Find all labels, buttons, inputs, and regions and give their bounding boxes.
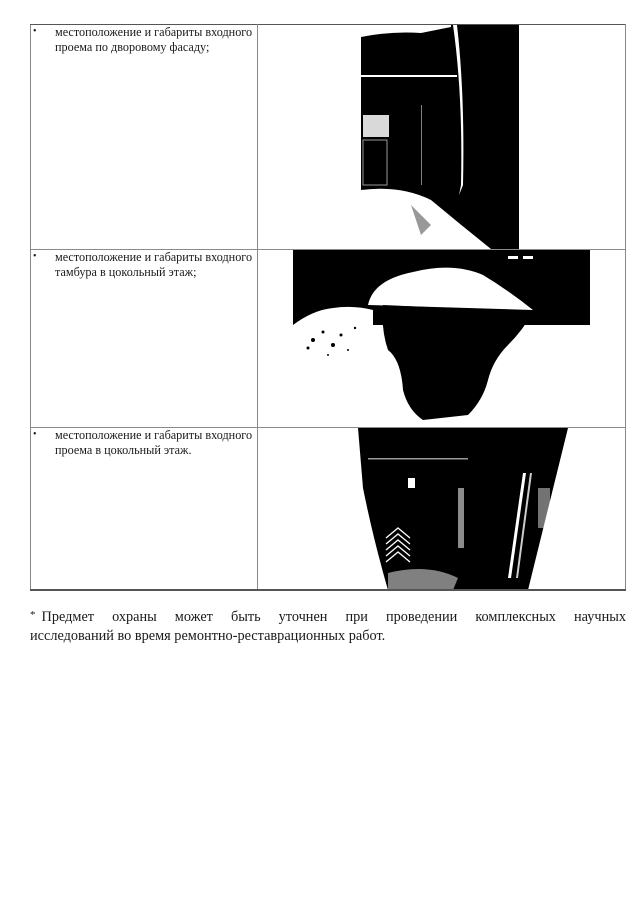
bullet-icon: • bbox=[33, 26, 37, 37]
photo-image bbox=[361, 25, 521, 249]
item-description: местоположение и габариты входного проема по дворовому фасаду; bbox=[55, 25, 253, 54]
table-row bbox=[31, 428, 626, 590]
item-description: местоположение и габариты входного проема в цокольный этаж. bbox=[55, 428, 253, 457]
footnote-text-2: исследований во время ремонтно-реставрационных работ. bbox=[30, 628, 386, 644]
photo-cell bbox=[258, 428, 626, 590]
footnote-marker: * bbox=[30, 609, 36, 621]
photo-cell bbox=[258, 250, 626, 428]
table-row bbox=[31, 25, 626, 250]
footnote-text-1: Предмет охраны может быть уточнен при проведении комплексных научных bbox=[41, 609, 626, 625]
footnote-line-1 bbox=[30, 606, 626, 627]
list-item bbox=[31, 250, 257, 279]
protection-subject-table bbox=[30, 24, 626, 591]
photo-entrance-opening-basement bbox=[358, 428, 573, 590]
photo-image bbox=[358, 428, 573, 590]
list-item bbox=[31, 428, 257, 457]
bullet-icon: • bbox=[33, 429, 37, 440]
description-cell bbox=[31, 25, 258, 250]
list-item bbox=[31, 25, 257, 54]
footnote bbox=[30, 606, 626, 646]
photo-cell bbox=[258, 25, 626, 250]
photo-image bbox=[293, 250, 590, 427]
photo-entrance-vestibule-basement bbox=[293, 250, 590, 427]
bullet-icon: • bbox=[33, 251, 37, 262]
description-cell bbox=[31, 250, 258, 428]
item-description: местоположение и габариты входного тамбура в цокольный этаж; bbox=[55, 250, 253, 279]
description-cell bbox=[31, 428, 258, 590]
table-row bbox=[31, 250, 626, 428]
photo-entrance-courtyard-facade bbox=[361, 25, 521, 249]
